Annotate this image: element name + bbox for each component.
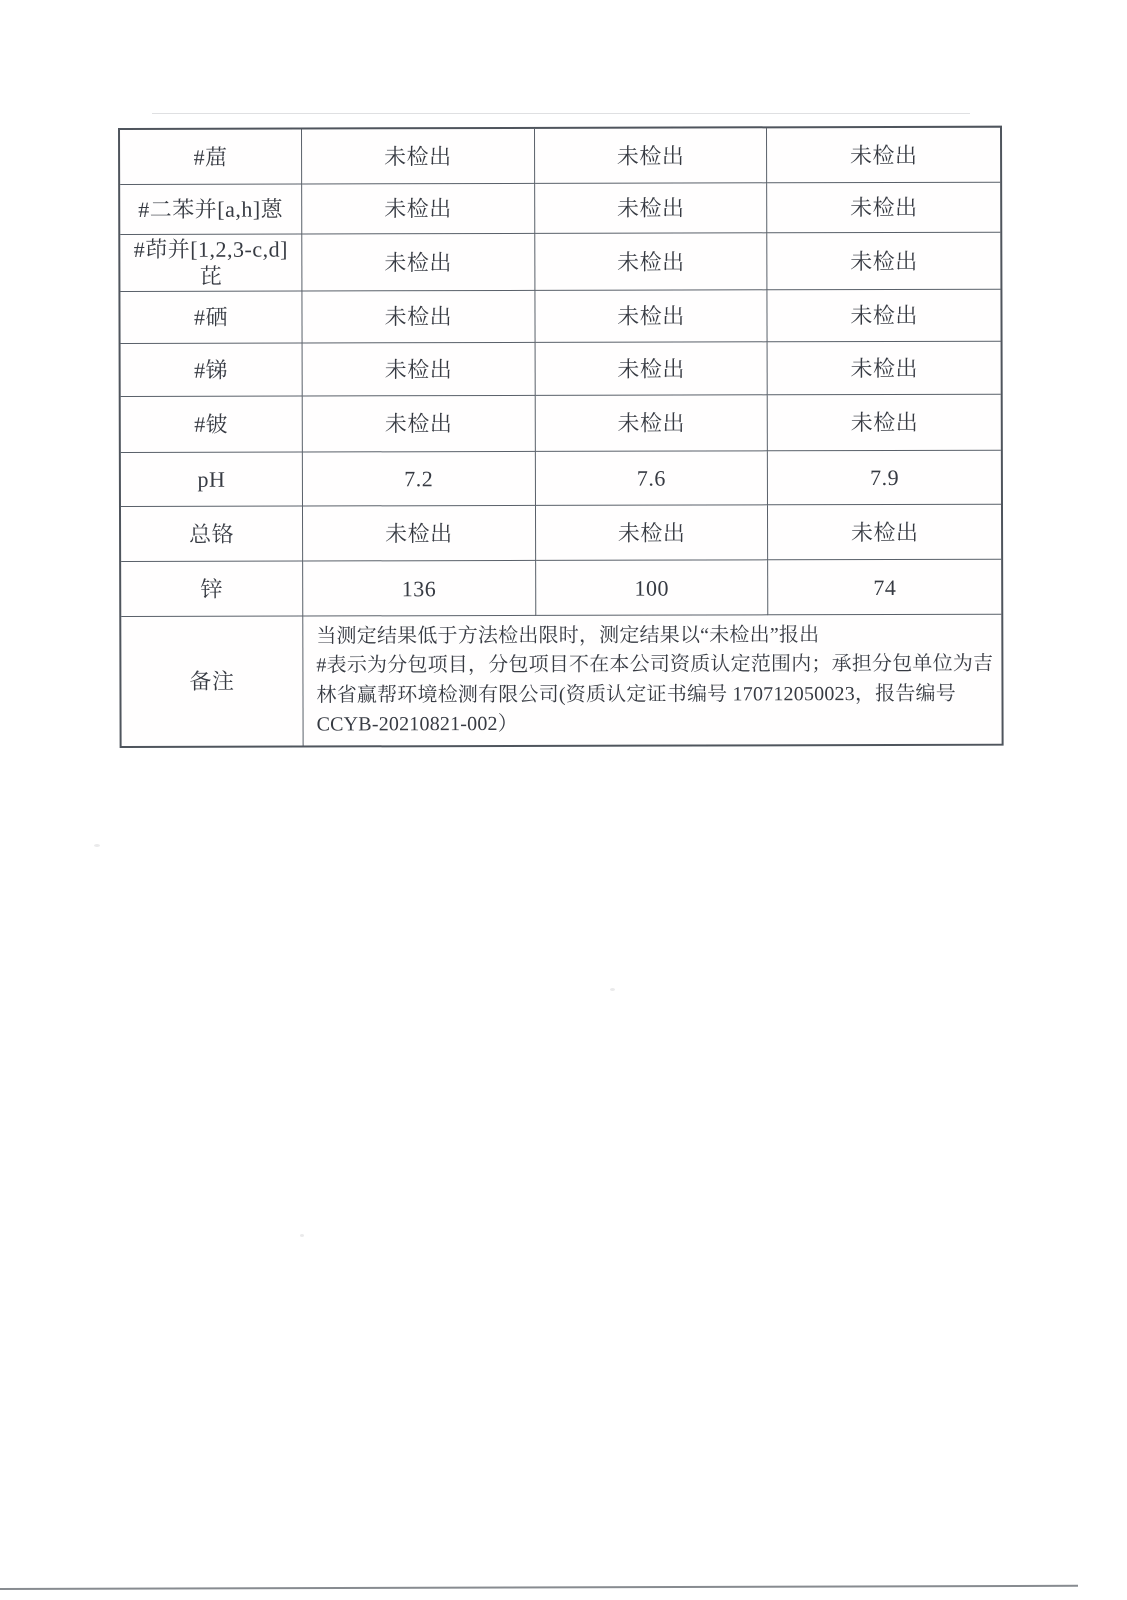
result-value-cell: 未检出 [535,290,768,343]
scan-speck [610,988,615,991]
remark-line: 当测定结果低于方法检出限时，测定结果以“未检出”报出 [316,623,820,647]
remark-text-cell [303,615,1001,746]
scan-speck [94,844,100,847]
result-value-cell: 未检出 [768,233,1001,291]
parameter-name-cell: 锌 [121,562,303,617]
result-value-cell: 未检出 [535,183,768,234]
result-value-cell: 未检出 [767,128,1000,184]
result-value-cell: 未检出 [535,128,768,184]
result-value-cell: 未检出 [768,505,1001,561]
result-value-cell: 未检出 [768,290,1001,343]
result-value-cell: 未检出 [303,396,536,453]
result-value-cell: 未检出 [535,233,768,291]
result-value-cell: 未检出 [302,234,535,292]
parameter-name-cell: #茚并[1,2,3-c,d]芘 [120,235,302,292]
remark-line: #表示为分包项目，分包项目不在本公司资质认定范围内；承担分包单位为吉 [316,652,994,677]
result-value-cell: 未检出 [303,506,536,562]
scan-speck [300,1234,304,1237]
result-value-cell: 未检出 [536,505,769,561]
scan-artifact-line [0,1585,1078,1590]
result-value-cell: 7.6 [536,451,769,506]
remark-line: 林省赢帮环境检测有限公司(资质认定证书编号 170712050023，报告编号 [316,682,956,706]
result-value-cell: 7.2 [303,452,536,507]
result-value-cell: 100 [536,560,769,616]
parameter-name-cell: #锑 [121,344,303,397]
parameter-name-cell: 总铬 [121,507,303,562]
result-value-cell: 未检出 [302,184,535,235]
result-value-cell: 7.9 [768,451,1001,506]
result-value-cell: 未检出 [535,342,768,396]
result-value-cell: 未检出 [768,395,1001,452]
result-value-cell: 未检出 [303,343,536,397]
parameter-name-cell: #硒 [120,292,302,344]
result-value-cell: 136 [303,561,536,617]
result-value-cell: 未检出 [302,291,535,344]
parameter-name-cell: #铍 [121,397,303,453]
result-value-cell: 未检出 [767,183,1000,234]
result-value-cell: 未检出 [302,129,535,185]
remark-line: CCYB-20210821-002） [316,712,518,736]
parameter-name-cell: #二苯并[a,h]蒽 [120,185,302,235]
result-value-cell: 未检出 [535,395,768,452]
remark-label-cell: 备注 [121,617,303,746]
parameter-name-cell: pH [121,453,303,507]
parameter-name-cell: #䓛 [120,130,302,185]
test-results-table [118,126,1004,748]
scan-artifact-shadow [152,113,970,114]
result-value-cell: 未检出 [768,342,1001,396]
result-value-cell: 74 [768,560,1001,616]
